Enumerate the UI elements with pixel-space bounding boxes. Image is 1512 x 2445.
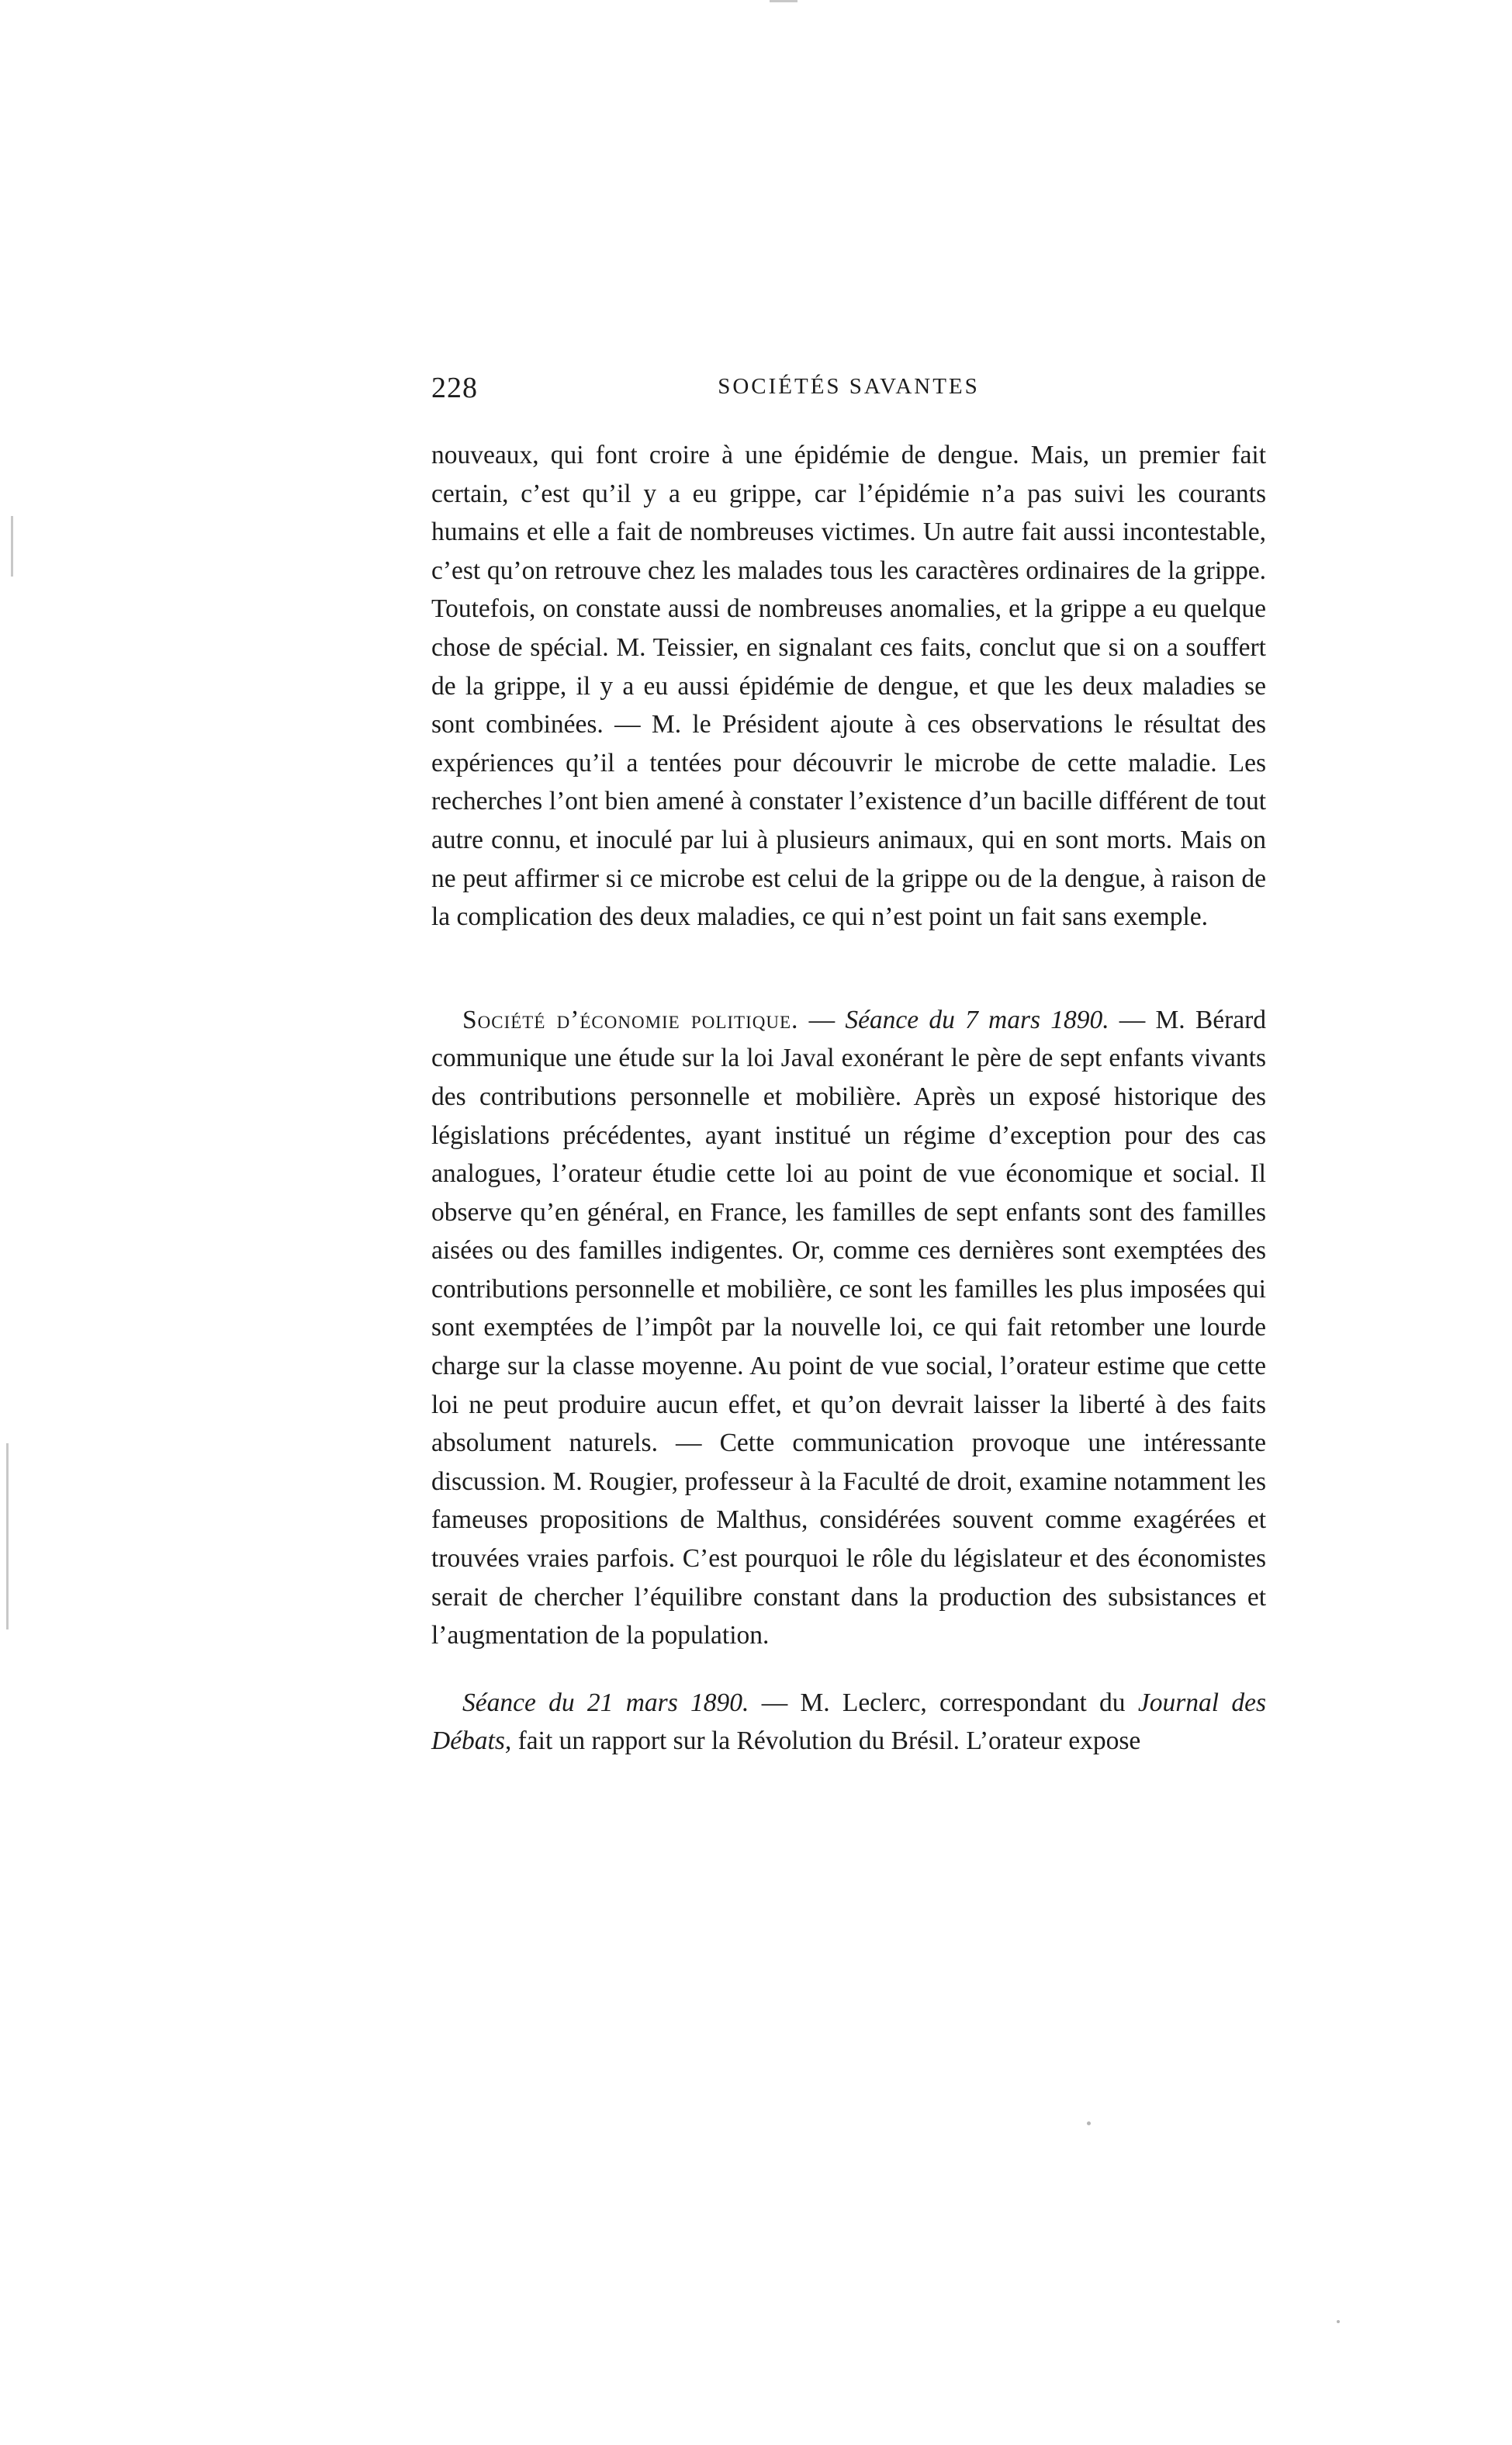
running-head [431, 371, 1266, 410]
left-edge-scan-mark [11, 516, 13, 577]
paragraph-text: fait un rapport sur la Révolution du Brésil. L’orateur expose [511, 1726, 1141, 1756]
top-edge-scan-mark [770, 0, 798, 2]
journal-title: Journal des Débats, [431, 1688, 1267, 1756]
separator-dash: — [1109, 1005, 1156, 1034]
society-name: Société d’économie politique. [462, 1005, 799, 1034]
separator-dash: — [798, 1005, 846, 1034]
seance-date: Séance du 21 mars 1890. [462, 1688, 749, 1717]
paper-speck [1337, 2320, 1340, 2323]
paragraph-grippe-dengue: nouveaux, qui font croire à une épidémie de dengue. Mais, un premier fait certain, c’est qu’il y a eu grippe, car l’épidémie n’a pas suivi les courants humains et elle a fait de nombreuses victimes. Un autre fait aussi incontestable, c’est qu’on retrouve chez les malades tous les caractères ordinaires de la grippe. Toutefois, on constate aussi de nombreuses anomalies, et la grippe a eu quelque chose de spécial. M. Teissier, en signalant ces faits, conclut que si on a souffert de la grippe, il y a eu aussi épidémie de dengue, et que les deux maladies se sont combinées. — M. le Président ajoute à ces observations le résultat des expériences qu’il a tentées pour découvrir le microbe de cette maladie. Les recherches l’ont bien amené à constater l’existence d’un bacille différent de tout autre connu, et inoculé par lui à plusieurs animaux, qui en sont morts. Mais on ne peut affirmer si ce microbe est celui de la grippe ou de la dengue, à raison de la complication des deux maladies, ce qui n’est point un fait sans exemple. [431, 441, 1266, 932]
left-edge-scan-mark [6, 1443, 9, 1629]
seance-date: Séance du 7 mars 1890. [845, 1005, 1109, 1034]
paragraph-seance-21-mars [431, 1684, 1266, 1761]
paragraph-economie-politique [431, 1001, 1266, 1655]
running-title: SOCIÉTÉS SAVANTES [718, 374, 980, 399]
body-text [431, 436, 1266, 1761]
page-number: 228 [431, 372, 478, 404]
paragraph-text: M. Bérard communique une étude sur la loi Javal exonérant le père de sept enfants vivants des contributions personnelle et mobilière. Après un exposé historique des législations précédentes, ayant institué un régime d’exception pour des cas analogues, l’orateur étudie cette loi au point de vue économique et social. Il observe qu’en général, en France, les familles de sept enfants sont des familles aisées ou des familles indigentes. Or, comme ces dernières sont exemptées des contributions personnelle et mobilière, ce sont les familles les plus imposées qui sont exemptées de l’impôt par la nouvelle loi, ce qui fait retomber une lourde charge sur la classe moyenne. Au point de vue social, l’orateur estime que cette loi ne peut produire aucun effet, et qu’on devrait laisser la liberté à des faits absolument naturels. — Cette communication provoque une intéressante discussion. M. Rougier, professeur à la Faculté de droit, examine notamment les fameuses propositions de Malthus, considérées souvent comme exagérées et trouvées vraies parfois. C’est pourquoi le rôle du législateur et des économistes serait de chercher l’équilibre constant dans la production des subsistances et l’augmentation de la population. [431, 1005, 1267, 1650]
paragraph-text: — M. Leclerc, correspondant du [749, 1688, 1138, 1717]
paper-speck [1087, 2121, 1091, 2125]
